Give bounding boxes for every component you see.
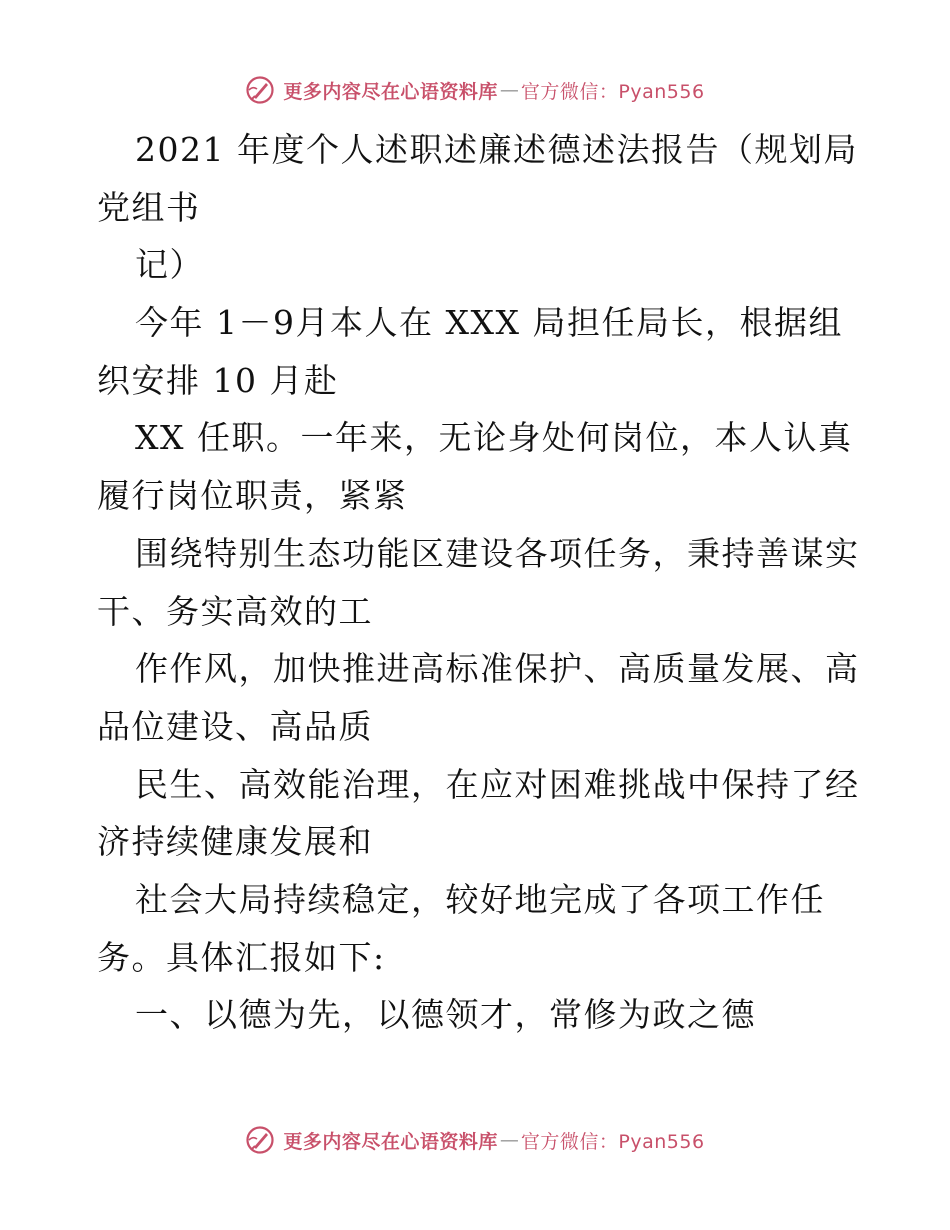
title-line-1: 2021 年度个人述职述廉述德述法报告（规划局 (135, 130, 858, 169)
quill-pen-icon (245, 1125, 275, 1155)
paragraph-line: 民生、高效能治理，在应对困难挑战中保持了经 (135, 764, 860, 804)
paragraph-line: 务。具体汇报如下: (97, 937, 386, 977)
watermark-wechat-text: 官方微信：Pyan556 (520, 80, 705, 103)
paragraph-line: 社会大局持续稳定，较好地完成了各项工作任 (135, 879, 825, 919)
paragraph-line: 作作风，加快推进高标准保护、高质量发展、高 (135, 649, 860, 689)
paragraph-line: 织安排 10 月赴 (97, 360, 339, 400)
paragraph-line: 品位建设、高品质 (97, 706, 373, 746)
header-watermark (0, 70, 950, 110)
paragraph-line: 今年 1－9月本人在 XXX 局担任局长，根据组 (135, 303, 843, 343)
paragraph-line: XX 任职。一年来，无论身处何岗位，本人认真 (135, 418, 853, 458)
title-line-2: 党组书 (97, 187, 201, 227)
paragraph-line: 围绕特别生态功能区建设各项任务，秉持善谋实 (135, 533, 860, 573)
watermark-separator: — (499, 1129, 519, 1151)
title-line-3: 记） (135, 245, 204, 285)
paragraph-line: 济持续健康发展和 (97, 822, 373, 862)
watermark-site-text: 更多内容尽在心语资料库 (283, 1130, 498, 1153)
paragraph-line: 干、务实高效的工 (97, 591, 373, 631)
document-body (97, 121, 860, 1044)
paragraph-line: 履行岗位职责，紧紧 (97, 476, 408, 516)
watermark-wechat-text: 官方微信：Pyan556 (520, 1130, 705, 1153)
watermark-separator: — (499, 79, 519, 101)
footer-watermark (0, 1120, 950, 1160)
section-heading: 一、以德为先，以德领才，常修为政之德 (135, 995, 756, 1035)
quill-pen-icon (245, 75, 275, 105)
watermark-site-text: 更多内容尽在心语资料库 (283, 80, 498, 103)
